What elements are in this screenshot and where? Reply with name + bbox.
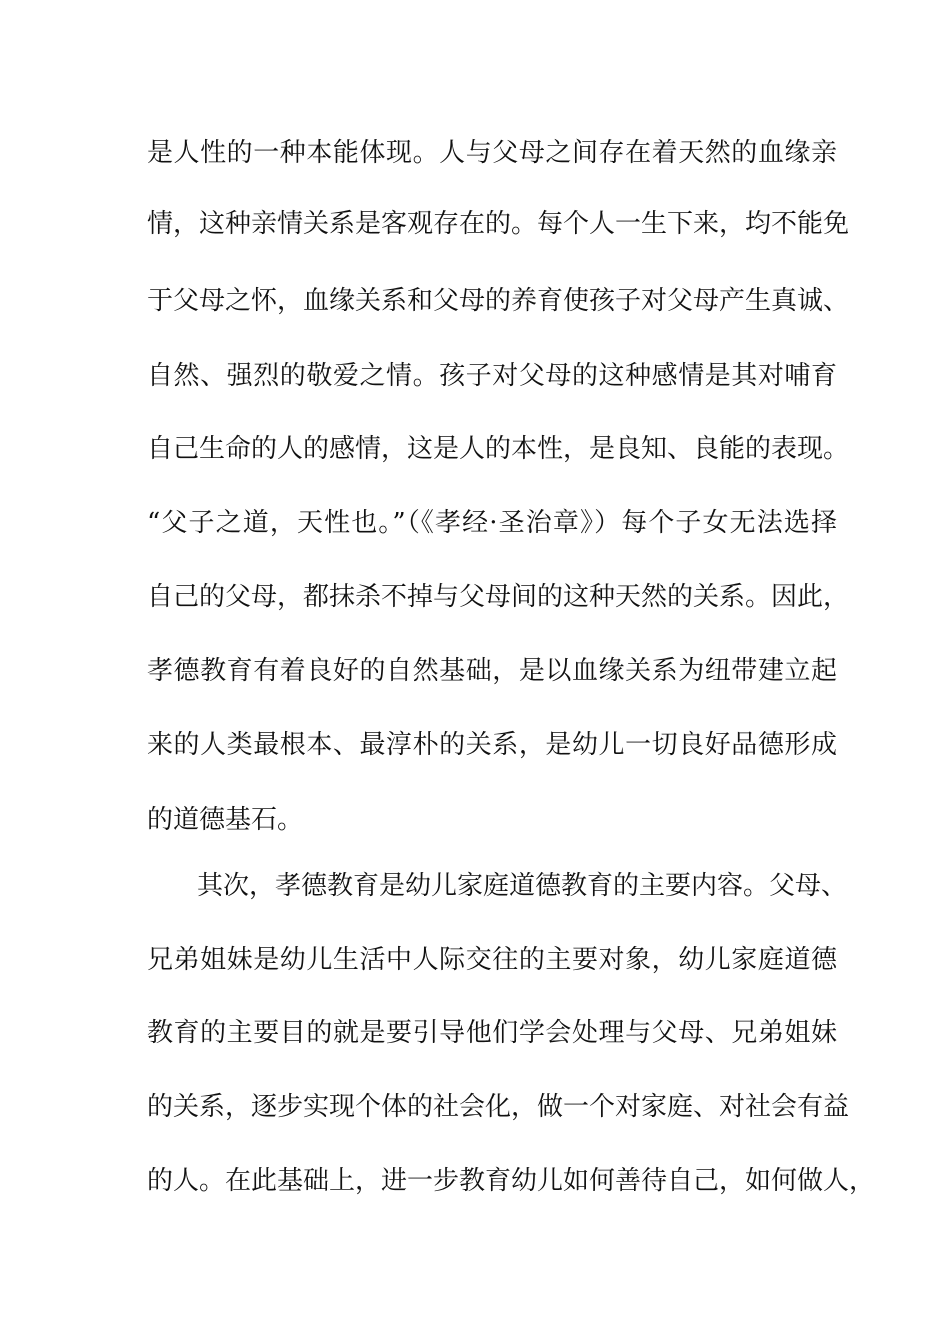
text-line: 的人。在此基础上，进一步教育幼儿如何善待自己，如何做人，: [147, 1166, 876, 1196]
text-line: 是人性的一种本能体现。人与父母之间存在着天然的血缘亲: [147, 138, 837, 168]
text-line: 自己的父母，都抹杀不掉与父母间的这种天然的关系。因此，: [147, 582, 850, 612]
text-line: 兄弟姐妹是幼儿生活中人际交往的主要对象，幼儿家庭道德: [147, 945, 837, 975]
paragraph-start-line: 其次，孝德教育是幼儿家庭道德教育的主要内容。父母、: [197, 871, 848, 901]
text-line: “父子之道，天性也。”（《孝经·圣治章》）每个子女无法选择: [147, 508, 837, 538]
text-line: 孝德教育有着良好的自然基础，是以血缘关系为纽带建立起: [147, 656, 837, 686]
text-line: 情，这种亲情关系是客观存在的。每个人一生下来，均不能免: [147, 209, 850, 239]
text-line: 的关系，逐步实现个体的社会化，做一个对家庭、对社会有益: [147, 1092, 850, 1122]
text-line: 自己生命的人的感情，这是人的本性，是良知、良能的表现。: [147, 434, 850, 464]
text-line: 教育的主要目的就是要引导他们学会处理与父母、兄弟姐妹: [147, 1018, 837, 1048]
text-line: 于父母之怀，血缘关系和父母的养育使孩子对父母产生真诚、: [147, 286, 850, 316]
text-line: 自然、强烈的敬爱之情。孩子对父母的这种感情是其对哺育: [147, 361, 837, 391]
paragraph-end-line: 的道德基石。: [147, 805, 304, 835]
text-line: 来的人类最根本、最淳朴的关系，是幼儿一切良好品德形成: [147, 730, 837, 760]
